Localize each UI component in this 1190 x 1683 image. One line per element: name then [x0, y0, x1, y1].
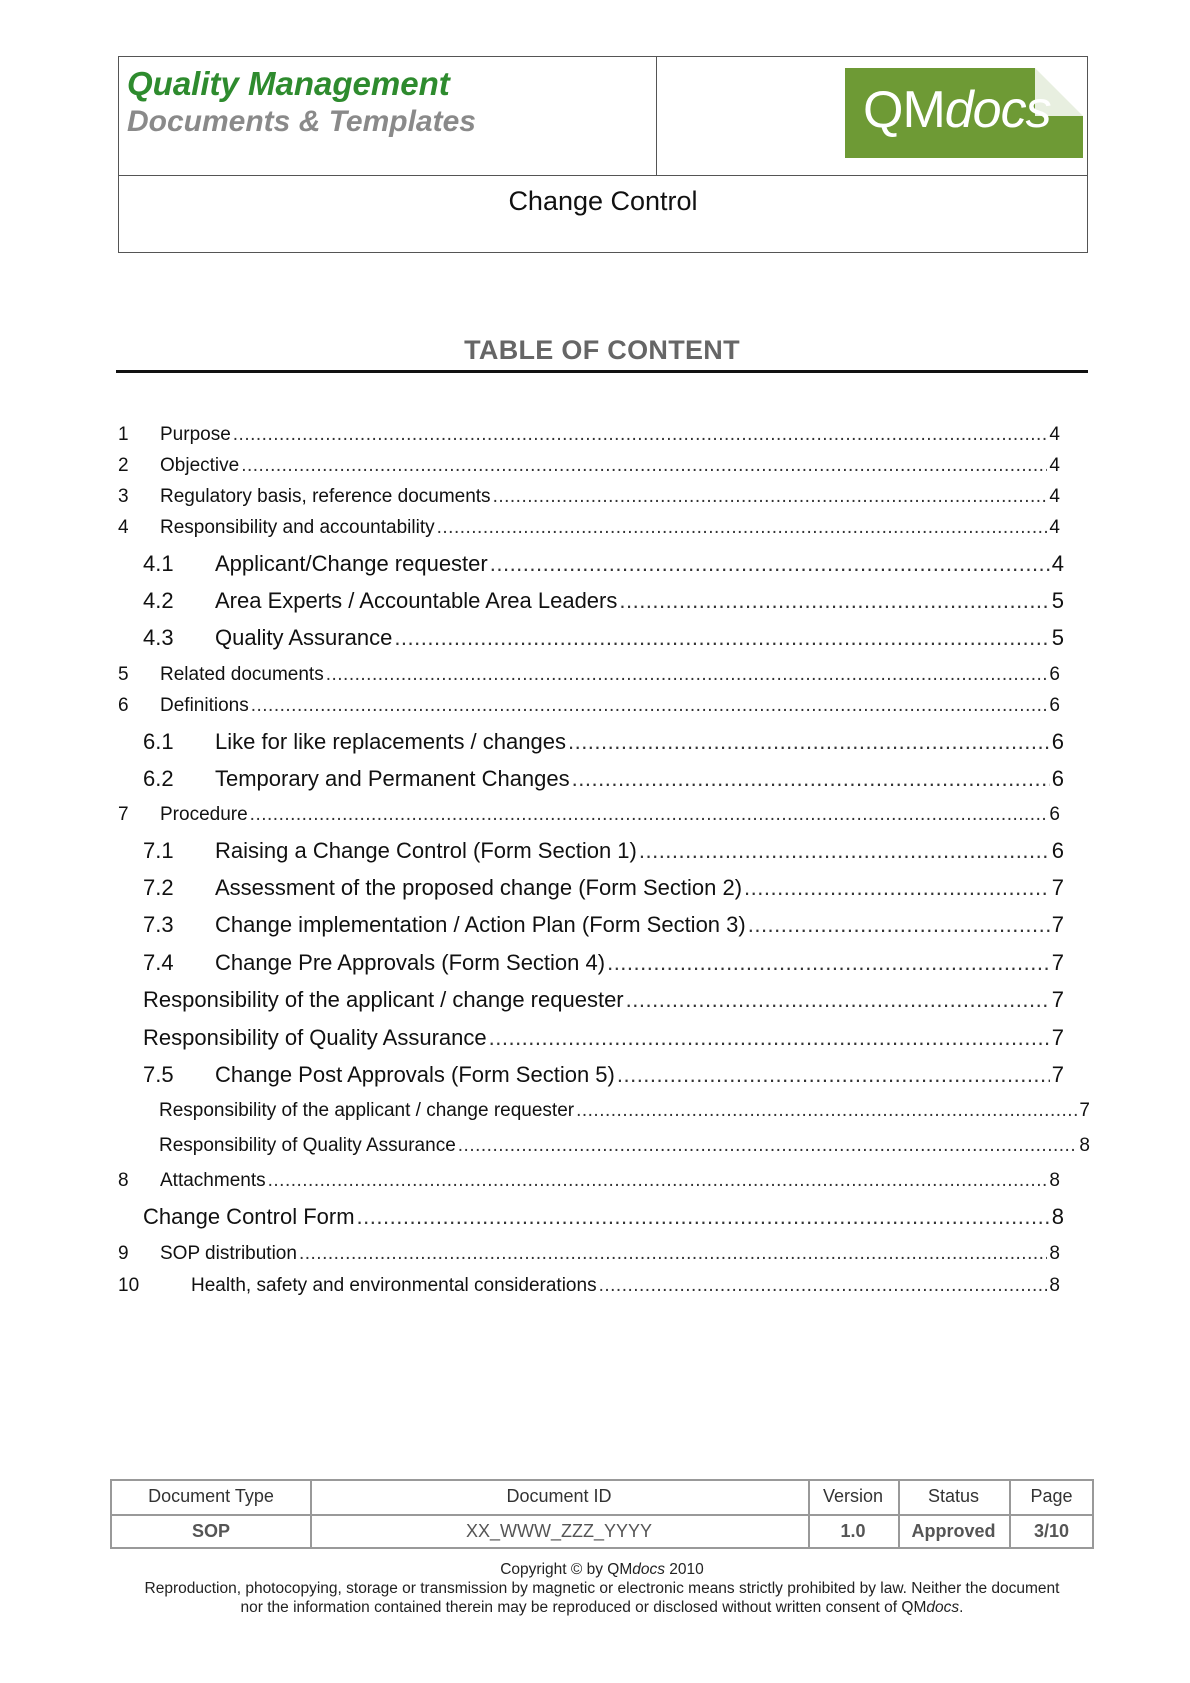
toc-entry-title: Area Experts / Accountable Area Leaders	[215, 588, 618, 613]
toc-heading-rule	[116, 370, 1088, 373]
legal-line-2	[110, 1598, 1094, 1617]
toc-entry-page: 8	[1051, 1204, 1064, 1229]
toc-entry[interactable]	[143, 1062, 1064, 1088]
qmdocs-logo	[845, 68, 1083, 158]
toc-entry[interactable]	[118, 1243, 1060, 1265]
toc-entry[interactable]	[143, 625, 1064, 651]
toc-entry-title: Raising a Change Control (Form Section 1)	[215, 838, 637, 863]
document-title: Change Control	[508, 186, 698, 216]
toc-leader-dots	[748, 912, 1050, 938]
toc-entry-title: Responsibility and accountability	[160, 517, 435, 538]
toc-entry[interactable]	[118, 1275, 1060, 1297]
toc-entry-title: Procedure	[160, 804, 248, 825]
toc-leader-dots	[437, 517, 1048, 539]
legal-line-2-docs: docs	[926, 1599, 960, 1616]
legal-line-2-prefix: nor the information contained therein may be reproduced or disclosed without written consent of QM	[240, 1599, 927, 1616]
toc-entry[interactable]	[143, 912, 1064, 938]
toc-entry-number: 7	[118, 804, 129, 825]
toc-entry-number: 1	[118, 424, 129, 445]
toc-entry[interactable]	[118, 664, 1060, 686]
toc-entry-title: Health, safety and environmental considerations	[191, 1275, 597, 1296]
toc-entry-title: Objective	[160, 455, 240, 476]
toc-entry-page: 7	[1051, 987, 1064, 1012]
toc-entry-title: Related documents	[160, 664, 324, 685]
toc-leader-dots	[233, 424, 1048, 446]
toc-entry-title: Change Post Approvals (Form Section 5)	[215, 1062, 615, 1087]
toc-entry-page: 8	[1049, 1170, 1060, 1191]
toc-entry-number: 7.3	[143, 912, 174, 937]
toc-entry-page: 7	[1051, 912, 1064, 937]
document-info-table	[110, 1479, 1094, 1549]
logo-docs: docs	[944, 81, 1051, 139]
toc-leader-dots	[458, 1135, 1078, 1157]
toc-entry-page: 6	[1051, 838, 1064, 863]
toc-leader-dots	[619, 588, 1049, 614]
toc-entry[interactable]	[159, 1100, 1090, 1122]
header-version: Version	[822, 1486, 884, 1506]
toc-entry[interactable]	[159, 1135, 1090, 1157]
value-status: Approved	[911, 1521, 996, 1541]
toc-entry-page: 8	[1079, 1135, 1090, 1156]
header-status: Status	[927, 1486, 980, 1506]
toc-leader-dots	[568, 729, 1050, 755]
toc-entry-title: Like for like replacements / changes	[215, 729, 566, 754]
toc-entry-title: Regulatory basis, reference documents	[160, 486, 491, 507]
toc-entry-page: 4	[1049, 486, 1060, 507]
toc-entry-title: Definitions	[160, 695, 249, 716]
copyright-notice	[110, 1560, 1094, 1617]
toc-entry-number: 5	[118, 664, 129, 685]
brand-title: Quality Management	[127, 65, 450, 102]
copyright-prefix: Copyright © by QM	[500, 1561, 633, 1578]
toc-entry-number: 9	[118, 1243, 129, 1264]
toc-leader-dots	[572, 766, 1050, 792]
toc-leader-dots	[241, 455, 1047, 477]
toc-entry[interactable]	[143, 729, 1064, 755]
toc-entry[interactable]	[143, 1025, 1064, 1051]
toc-entry-number: 8	[118, 1170, 129, 1191]
toc-leader-dots	[250, 804, 1048, 826]
toc-entry-title: Responsibility of the applicant / change requester	[159, 1100, 575, 1121]
toc-leader-dots	[394, 625, 1049, 651]
toc-entry-page: 4	[1049, 455, 1060, 476]
toc-entry-title: Attachments	[160, 1170, 266, 1191]
copyright-line	[110, 1560, 1094, 1579]
toc-leader-dots	[489, 1025, 1050, 1051]
toc-entry[interactable]	[118, 1170, 1060, 1192]
toc-entry-number: 4.2	[143, 588, 174, 613]
toc-entry[interactable]	[118, 804, 1060, 826]
toc-leader-dots	[268, 1170, 1048, 1192]
toc-entry[interactable]	[143, 588, 1064, 614]
toc-entry-page: 4	[1049, 424, 1060, 445]
toc-entry-number: 6.1	[143, 729, 174, 754]
toc-entry-page: 7	[1051, 1062, 1064, 1087]
copyright-docs: docs	[632, 1561, 665, 1578]
toc-entry-number: 7.5	[143, 1062, 174, 1087]
toc-entry[interactable]	[143, 950, 1064, 976]
value-page: 3/10	[1033, 1521, 1070, 1541]
toc-entry-number: 4	[118, 517, 129, 538]
toc-leader-dots	[326, 664, 1048, 686]
toc-entry[interactable]	[118, 424, 1060, 446]
header-top-row	[119, 57, 1087, 176]
toc-entry-title: Responsibility of Quality Assurance	[159, 1135, 456, 1156]
toc-entry-title: Assessment of the proposed change (Form Section 2)	[215, 875, 743, 900]
toc-leader-dots	[490, 551, 1050, 577]
toc-entry-title: Quality Assurance	[215, 625, 393, 650]
toc-leader-dots	[744, 875, 1050, 901]
toc-entry[interactable]	[118, 486, 1060, 508]
toc-entry-page: 7	[1051, 875, 1064, 900]
toc-entry-page: 6	[1049, 804, 1060, 825]
toc-entry[interactable]	[143, 838, 1064, 864]
toc-leader-dots	[599, 1275, 1048, 1297]
toc-entry-page: 7	[1051, 950, 1064, 975]
toc-entry-title: Temporary and Permanent Changes	[215, 766, 570, 791]
logo-qm: QM	[863, 81, 945, 139]
value-version: 1.0	[840, 1521, 866, 1541]
toc-leader-dots	[357, 1204, 1050, 1230]
table-divider	[112, 1514, 1092, 1516]
toc-entry-number: 2	[118, 455, 129, 476]
toc-entry-title: Responsibility of Quality Assurance	[143, 1025, 487, 1050]
header-page: Page	[1030, 1486, 1073, 1506]
toc-entry-number: 6.2	[143, 766, 174, 791]
value-document-type: SOP	[191, 1521, 230, 1541]
toc-entry-title: Change Control Form	[143, 1204, 355, 1229]
toc-entry-page: 5	[1051, 588, 1064, 613]
toc-entry-title: Change Pre Approvals (Form Section 4)	[215, 950, 606, 975]
legal-line-1: Reproduction, photocopying, storage or transmission by magnetic or electronic means strictly prohibited by law. Neither the document	[144, 1580, 1060, 1597]
toc-entry[interactable]	[143, 875, 1064, 901]
brand-subtitle: Documents & Templates	[127, 105, 476, 138]
toc-entry[interactable]	[143, 987, 1064, 1013]
toc-entry-number: 4.3	[143, 625, 174, 650]
toc-entry-page: 6	[1051, 729, 1064, 754]
toc-entry-number: 6	[118, 695, 129, 716]
header-document-type: Document Type	[148, 1486, 274, 1506]
toc-leader-dots	[251, 695, 1048, 717]
toc-entry-number: 7.4	[143, 950, 174, 975]
toc-entry[interactable]	[143, 766, 1064, 792]
toc-leader-dots	[626, 987, 1050, 1013]
copyright-year: 2010	[664, 1561, 704, 1578]
toc-heading: TABLE OF CONTENT	[464, 335, 740, 365]
toc-entry-page: 6	[1051, 766, 1064, 791]
toc-entry-page: 5	[1051, 625, 1064, 650]
toc-entry-title: Purpose	[160, 424, 231, 445]
toc-entry-page: 8	[1049, 1275, 1060, 1296]
toc-entry-title: Change implementation / Action Plan (Form Section 3)	[215, 912, 746, 937]
toc-entry-page: 6	[1049, 695, 1060, 716]
logo-text	[863, 80, 1051, 140]
toc-entry-title: Applicant/Change requester	[215, 551, 488, 576]
toc-leader-dots	[493, 486, 1048, 508]
toc-entry-number: 3	[118, 486, 129, 507]
toc-entry[interactable]	[118, 695, 1060, 717]
toc-entry-number: 10	[118, 1275, 140, 1296]
toc-entry-number: 7.2	[143, 875, 174, 900]
toc-entry-number: 7.1	[143, 838, 174, 863]
toc-entry-page: 4	[1051, 551, 1064, 576]
toc-leader-dots	[607, 950, 1050, 976]
toc-entry-page: 6	[1049, 664, 1060, 685]
toc-entry-page: 4	[1049, 517, 1060, 538]
toc-entry-title: Responsibility of the applicant / change requester	[143, 987, 624, 1012]
toc-leader-dots	[639, 838, 1050, 864]
toc-entry[interactable]	[143, 551, 1064, 577]
toc-leader-dots	[617, 1062, 1050, 1088]
toc-entry[interactable]	[143, 1204, 1064, 1230]
document-header	[118, 56, 1088, 253]
value-document-id: XX_WWW_ZZZ_YYYY	[465, 1521, 653, 1541]
toc-leader-dots	[576, 1100, 1077, 1122]
header-document-id: Document ID	[506, 1486, 612, 1506]
toc-entry[interactable]	[118, 517, 1060, 539]
header-brand-cell	[119, 57, 657, 175]
toc-entry-title: SOP distribution	[160, 1243, 297, 1264]
toc-entry[interactable]	[118, 455, 1060, 477]
toc-entry-page: 7	[1079, 1100, 1090, 1121]
toc-entry-page: 7	[1051, 1025, 1064, 1050]
toc-entry-number: 4.1	[143, 551, 174, 576]
legal-line-2-end: .	[959, 1599, 964, 1616]
toc-entry-page: 8	[1049, 1243, 1060, 1264]
toc-leader-dots	[299, 1243, 1047, 1265]
